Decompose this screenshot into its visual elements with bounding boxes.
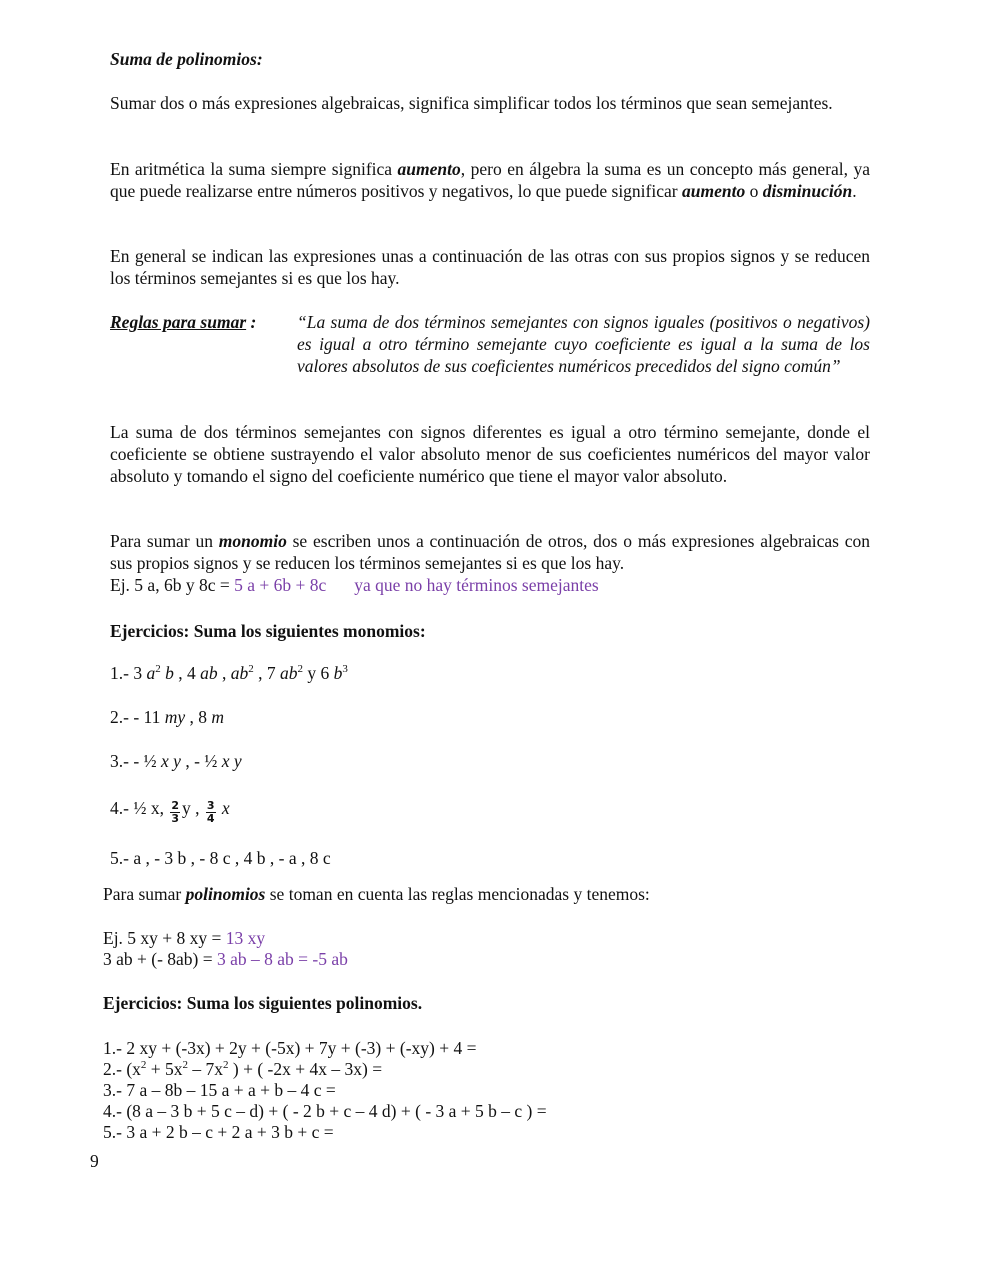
fraction-three-quarters: $\frac{3}{4}$ [206,799,215,825]
rules-quote: “La suma de dos términos semejantes con signos iguales (positivos o negativos) es igual a otro término semejante cuyo coeficiente es igual a la suma de los valores absolutos de sus coeficientes numéricos precedidos del signo común” [297,312,870,376]
monomio-exercise-1: 1.- 3 $a^2$ b , 4 ab , $ab^2$ , 7 $ab^2$ y 6 $b^3$ [110,663,348,683]
emphasis-monomio: monomio [218,531,287,551]
monomios-heading: Ejercicios: Suma los siguientes monomios: [110,621,426,641]
emphasis-disminucion: disminución [762,181,853,201]
paragraph-monomio: Para sumar un monomio se escriben unos a continuación de otros, dos o más expresiones algebraicas con sus propios signos y se reducen los términos semejantes si es que los hay. [110,531,870,573]
polinomio-exercise-1: 1.- 2 xy + (-3x) + 2y + (-5x) + 7y + (-3) + (-xy) + 4 = [103,1038,477,1058]
polinomio-exercise-5: 5.- 3 a + 2 b – c + 2 a + 3 b + c = [103,1122,334,1142]
polinomio-example-1: Ej. 5 xy + 8 xy = 13 xy [103,928,266,948]
monomio-example-result: 5 a + 6b + 8c [234,575,327,595]
paragraph-different-signs: La suma de dos términos semejantes con signos diferentes es igual a otro término semejante, donde el coeficiente se obtiene sustrayendo el valor absoluto menor de sus coeficientes numéricos del mayor valor absoluto y tomando el signo del coeficiente numérico que tiene el mayor valor absoluto. [110,422,870,486]
fraction-two-thirds: $\frac{2}{3}$ [171,799,179,825]
monomio-exercise-3: 3.- - ½ x y , - ½ x y [110,751,242,771]
polinomio-exercise-4: 4.- (8 a – 3 b + 5 c – d) + ( - 2 b + c – 4 d) + ( - 3 a + 5 b – c ) = [103,1101,547,1121]
monomio-exercise-5: 5.- a , - 3 b , - 8 c , 4 b , - a , 8 c [110,848,331,868]
paragraph-general: En general se indican las expresiones unas a continuación de las otras con sus propios signos y se reducen los términos semejantes si es que los hay. [110,246,870,288]
polinomios-heading: Ejercicios: Suma los siguientes polinomios. [103,993,423,1013]
page-number: 9 [90,1151,99,1171]
emphasis-polinomios: polinomios [185,884,266,904]
polinomio-exercises [103,1037,547,1142]
monomio-example-note: ya que no hay términos semejantes [354,575,599,595]
polinomio-exercise-3: 3.- 7 a – 8b – 15 a + a + b – 4 c = [103,1080,336,1100]
monomio-exercise-2: 2.- - 11 my , 8 m [110,707,225,727]
paragraph-arithmetic: En aritmética la suma siempre significa aumento, pero en álgebra la suma es un concepto más general, ya que puede realizarse entre números positivos y negativos, lo que puede significar aumento o disminución. [110,159,870,201]
monomio-exercise-4: 4.- ½ x, $\frac{2}{3}$ y , $\frac{3}{4}$ x [110,798,230,825]
rules-label: Reglas para sumar : [110,312,257,332]
section-title: Suma de polinomios: [110,49,263,69]
polinomio-example-2: 3 ab + (- 8ab) = 3 ab – 8 ab = -5 ab [103,949,348,969]
emphasis-aumento-2: aumento [681,181,746,201]
polinomio-exercise-2: 2.- ($x^2 + 5x^2 - 7x^2$ ) + ( -2x + 4x – 3x) = [103,1059,383,1079]
emphasis-aumento: aumento [397,159,461,179]
monomio-example: Ej. 5 a, 6b y 8c = 5 a + 6b + 8c ya que no hay términos semejantes [110,575,599,595]
paragraph-definition: Sumar dos o más expresiones algebraicas, significa simplificar todos los términos que sean semejantes. [110,93,833,113]
polinomios-intro: Para sumar polinomios se toman en cuenta las reglas mencionadas y tenemos: [103,884,650,904]
